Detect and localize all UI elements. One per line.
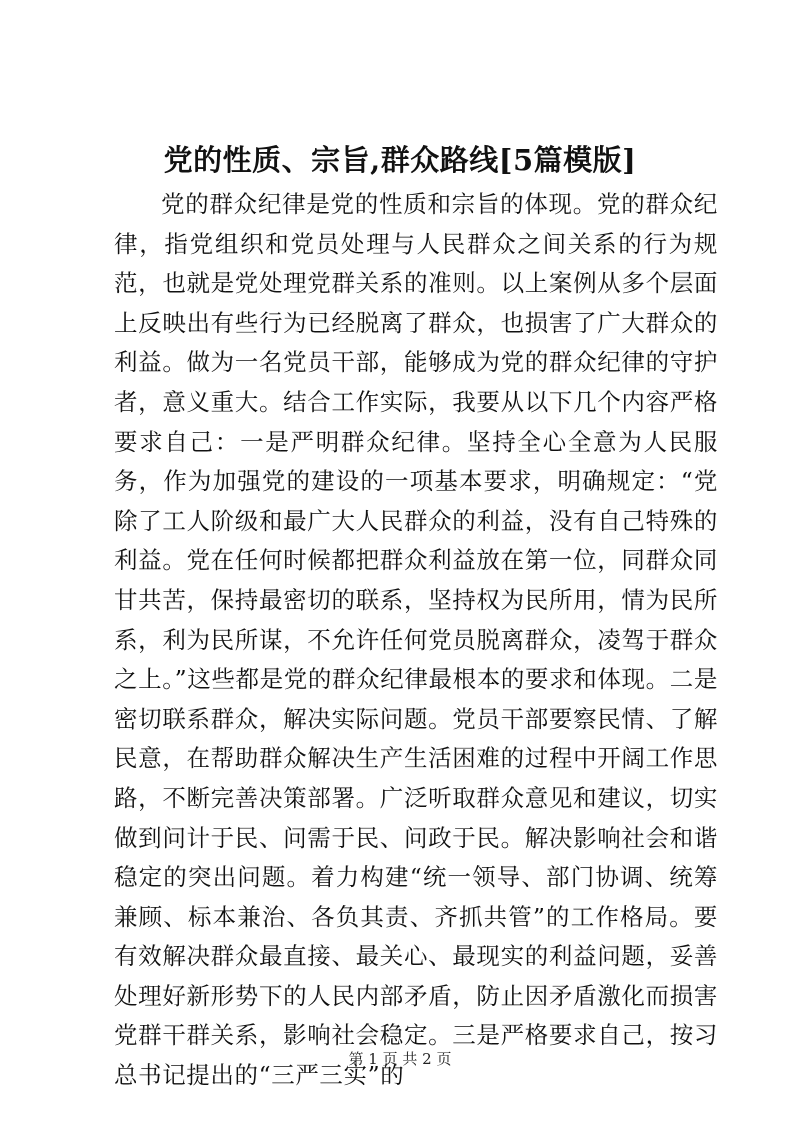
document-title: 党的性质、宗旨,群众路线[5篇模版] [163,143,637,177]
document-body-paragraph: 党的群众纪律是党的性质和宗旨的体现。党的群众纪律，指党组织和党员处理与人民群众之间关系的行为规范，也就是党处理党群关系的准则。以上案例从多个层面上反映出有些行为已经脱离了群众，也损害了广大群众的利益。做为一名党员干部，能够成为党的群众纪律的守护者，意义重大。结合工作实际，我要从以下几个内容严格要求自己：一是严明群众纪律。坚持全心全意为人民服务，作为加强党的建设的一项基本要求，明确规定：“党除了工人阶级和最广大人民群众的利益，没有自己特殊的利益。党在任何时候都把群众利益放在第一位，同群众同甘共苦，保持最密切的联系，坚持权为民所用，情为民所系，利为民所谋，不允许任何党员脱离群众，凌驾于群众之上。”这些都是党的群众纪律最根本的要求和体现。二是密切联系群众，解决实际问题。党员干部要察民情、了解民意，在帮助群众解决生产生活困难的过程中开阔工作思路，不断完善决策部署。广泛听取群众意见和建议，切实做到问计于民、问需于民、问政于民。解决影响社会和谐稳定的突出问题。着力构建“统一领导、部门协调、统筹兼顾、标本兼治、各负其责、齐抓共管”的工作格局。要有效解决群众最直接、最关心、最现实的利益问题，妥善处理好新形势下的人民内部矛盾，防止因矛盾激化而损害党群干群关系，影响社会稳定。三是严格要求自己，按习总书记提出的“三严三实”的 [114,190,718,1090]
page-number-footer: 第 1 页 共 2 页 [348,1050,452,1068]
